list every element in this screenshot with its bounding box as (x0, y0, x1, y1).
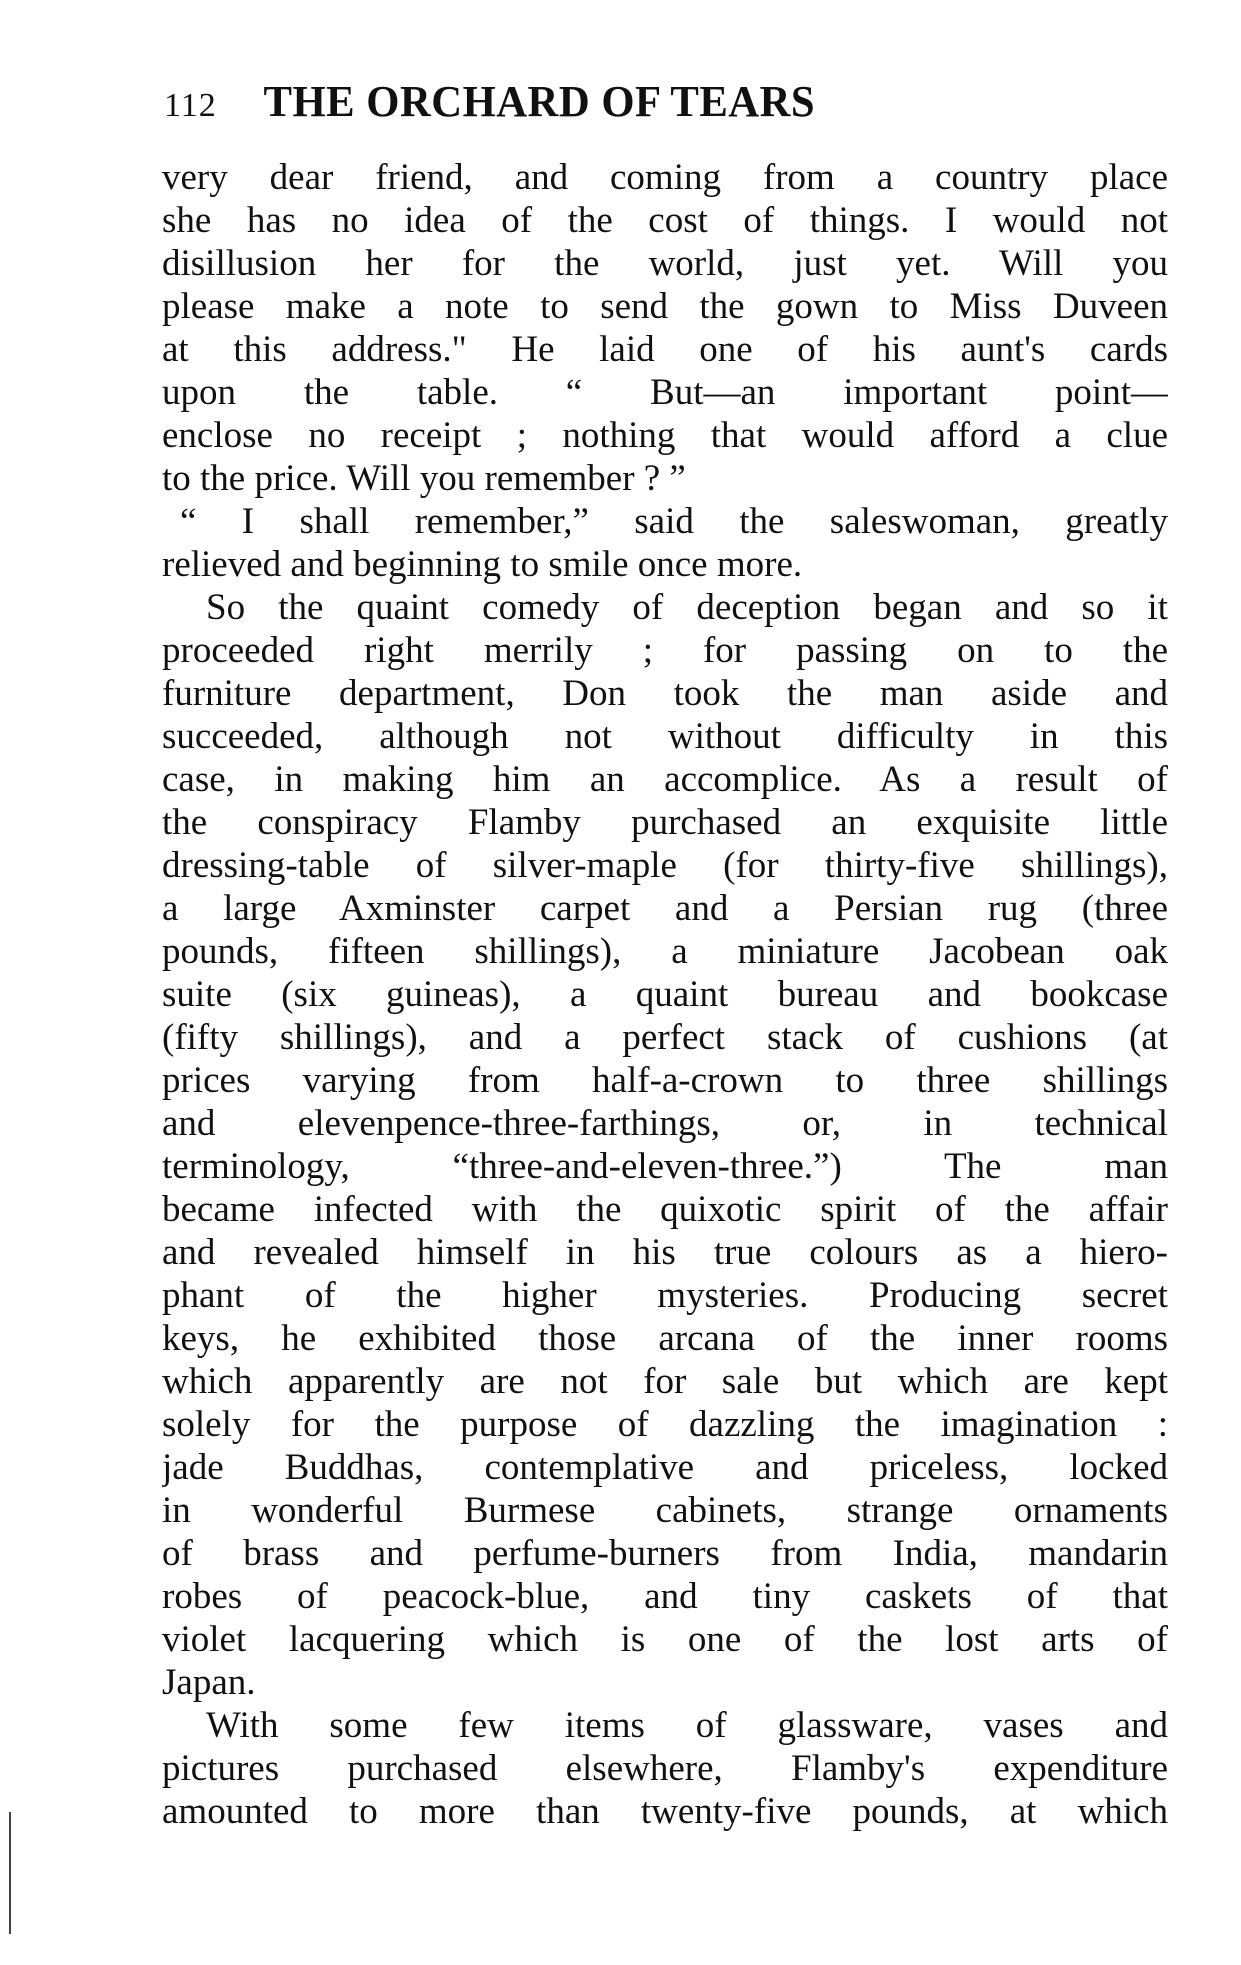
text-line: With some few items of glassware, vases and (206, 1705, 1168, 1746)
text-line: dressing-table of silver-maple (for thirty-five shillings), (162, 845, 1168, 886)
text-line: “ I shall remember,” said the saleswoman, greatly (180, 501, 1168, 542)
text-line: of brass and perfume-burners from India, mandarin (162, 1533, 1168, 1574)
running-header (164, 76, 1044, 136)
text-line: she has no idea of the cost of things. I would not (162, 200, 1168, 241)
text-line: which apparently are not for sale but which are kept (162, 1361, 1168, 1402)
text-line: a large Axminster carpet and a Persian rug (three (162, 888, 1168, 929)
text-line: furniture department, Don took the man aside and (162, 673, 1168, 714)
text-line: amounted to more than twenty-five pounds, at which (162, 1791, 1168, 1832)
text-line: pictures purchased elsewhere, Flamby's expenditure (162, 1748, 1168, 1789)
text-line: robes of peacock-blue, and tiny caskets of that (162, 1576, 1168, 1617)
page-body-text (162, 156, 1168, 1833)
text-line: (fifty shillings), and a perfect stack of cushions (at (162, 1017, 1168, 1058)
text-line: keys, he exhibited those arcana of the inner rooms (162, 1318, 1168, 1359)
text-line: proceeded right merrily ; for passing on to the (162, 630, 1168, 671)
text-line: prices varying from half-a-crown to three shillings (162, 1060, 1168, 1101)
text-line: to the price. Will you remember ? ” (162, 458, 686, 499)
text-line: disillusion her for the world, just yet. Will you (162, 243, 1168, 284)
text-line: succeeded, although not without difficulty in this (162, 716, 1168, 757)
text-line: solely for the purpose of dazzling the imagination : (162, 1404, 1168, 1445)
running-title: THE ORCHARD OF TEARS (263, 77, 815, 126)
text-line: phant of the higher mysteries. Producing secret (162, 1275, 1168, 1316)
text-line: Japan. (162, 1662, 256, 1703)
text-line: very dear friend, and coming from a country place (162, 157, 1168, 198)
text-line: became infected with the quixotic spirit of the affair (162, 1189, 1168, 1230)
scan-margin-line (9, 1812, 11, 1934)
text-line: in wonderful Burmese cabinets, strange ornaments (162, 1490, 1168, 1531)
text-line: pounds, fifteen shillings), a miniature Jacobean oak (162, 931, 1168, 972)
text-line: and elevenpence-three-farthings, or, in technical (162, 1103, 1168, 1144)
text-line: case, in making him an accomplice. As a result of (162, 759, 1168, 800)
page-number: 112 (164, 87, 217, 124)
text-line: jade Buddhas, contemplative and priceless, locked (162, 1447, 1168, 1488)
text-line: at this address." He laid one of his aunt's cards (162, 329, 1168, 370)
text-line: please make a note to send the gown to Miss Duveen (162, 286, 1168, 327)
text-line: suite (six guineas), a quaint bureau and bookcase (162, 974, 1168, 1015)
text-line: the conspiracy Flamby purchased an exquisite little (162, 802, 1168, 843)
text-line: enclose no receipt ; nothing that would afford a clue (162, 415, 1168, 456)
text-line: So the quaint comedy of deception began and so it (206, 587, 1168, 628)
text-line: and revealed himself in his true colours as a hiero- (162, 1232, 1168, 1273)
text-line: terminology, “three-and-eleven-three.”) The man (162, 1146, 1168, 1187)
text-line: upon the table. “ But—an important point— (162, 372, 1168, 413)
text-line: relieved and beginning to smile once more. (162, 544, 803, 585)
text-line: violet lacquering which is one of the lost arts of (162, 1619, 1168, 1660)
